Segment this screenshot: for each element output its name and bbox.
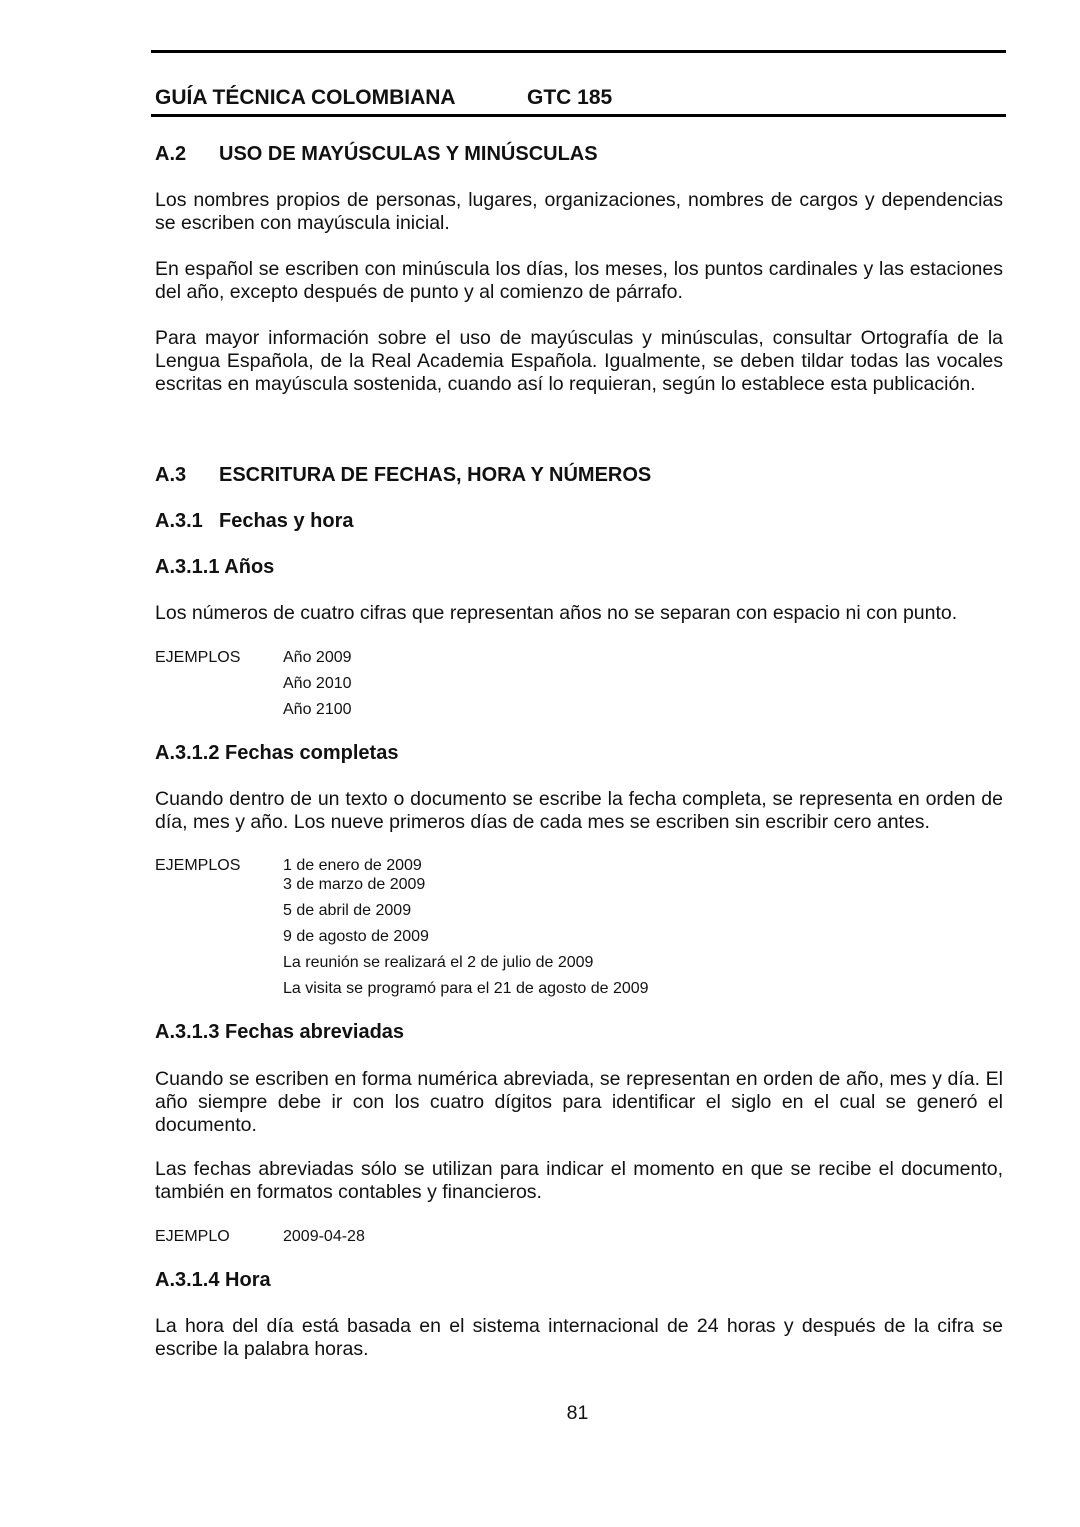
section-a314-heading: A.3.1.4 Hora [155, 1269, 271, 1291]
example-item: La reunión se realizará el 2 de julio de 2009 [283, 954, 594, 971]
section-title: Fechas y hora [219, 510, 354, 532]
example-item: 1 de enero de 2009 [283, 857, 422, 874]
page-number: 81 [566, 1402, 589, 1424]
example-item: Año 2010 [283, 675, 352, 692]
example-item: 5 de abril de 2009 [283, 902, 412, 919]
paragraph: Cuando se escriben en forma numérica abreviada, se representan en orden de año, mes y día. El año siempre debe ir con los cuatro dígitos para identificar el siglo en el cual se generó el documento. [155, 1068, 1003, 1136]
section-title: USO DE MAYÚSCULAS Y MINÚSCULAS [219, 143, 598, 165]
example-item: Año 2100 [283, 701, 352, 718]
section-title: ESCRITURA DE FECHAS, HORA Y NÚMEROS [219, 464, 652, 486]
paragraph: Los nombres propios de personas, lugares, organizaciones, nombres de cargos y dependencias se escriben con mayúscula inicial. [155, 189, 1003, 234]
section-a311-heading: A.3.1.1 Años [155, 556, 275, 578]
section-a3-heading [155, 464, 651, 487]
examples-label: EJEMPLOS [155, 857, 241, 874]
example-item: La visita se programó para el 21 de agosto de 2009 [283, 980, 649, 997]
section-a313-heading: A.3.1.3 Fechas abreviadas [155, 1021, 405, 1043]
paragraph: Los números de cuatro cifras que representan años no se separan con espacio ni con punto. [155, 602, 958, 624]
example-item: 2009-04-28 [283, 1228, 365, 1245]
section-a2-heading [155, 143, 598, 166]
example-item: Año 2009 [283, 649, 352, 666]
example-item: 9 de agosto de 2009 [283, 928, 429, 945]
example-item: 3 de marzo de 2009 [283, 876, 426, 893]
header-top-rule [151, 50, 1006, 53]
header-code: GTC 185 [527, 86, 613, 109]
paragraph: En español se escriben con minúscula los días, los meses, los puntos cardinales y las estaciones del año, excepto después de punto y al comienzo de párrafo. [155, 258, 1003, 303]
paragraph: Cuando dentro de un texto o documento se escribe la fecha completa, se representa en orden de día, mes y año. Los nueve primeros días de cada mes se escriben sin escribir cero antes. [155, 788, 1003, 833]
paragraph: Para mayor información sobre el uso de mayúsculas y minúsculas, consultar Ortografía de la Lengua Española, de la Real Academia Española. Igualmente, se deben tildar todas las vocales escritas en mayúscula sostenida, cuando así lo requieran, según lo establece esta publicación. [155, 327, 1003, 395]
section-a31-heading [155, 510, 354, 533]
examples-label: EJEMPLOS [155, 649, 241, 666]
header-bottom-rule [151, 114, 1006, 117]
paragraph: La hora del día está basada en el sistema internacional de 24 horas y después de la cifra se escribe la palabra horas. [155, 1315, 1003, 1360]
section-number: A.3 [155, 464, 187, 486]
paragraph: Las fechas abreviadas sólo se utilizan para indicar el momento en que se recibe el documento, también en formatos contables y financieros. [155, 1158, 1003, 1203]
header-title: GUÍA TÉCNICA COLOMBIANA [155, 86, 456, 109]
section-number: A.2 [155, 143, 187, 165]
section-number: A.3.1 [155, 510, 203, 532]
section-a312-heading: A.3.1.2 Fechas completas [155, 742, 399, 764]
example-label: EJEMPLO [155, 1228, 230, 1245]
